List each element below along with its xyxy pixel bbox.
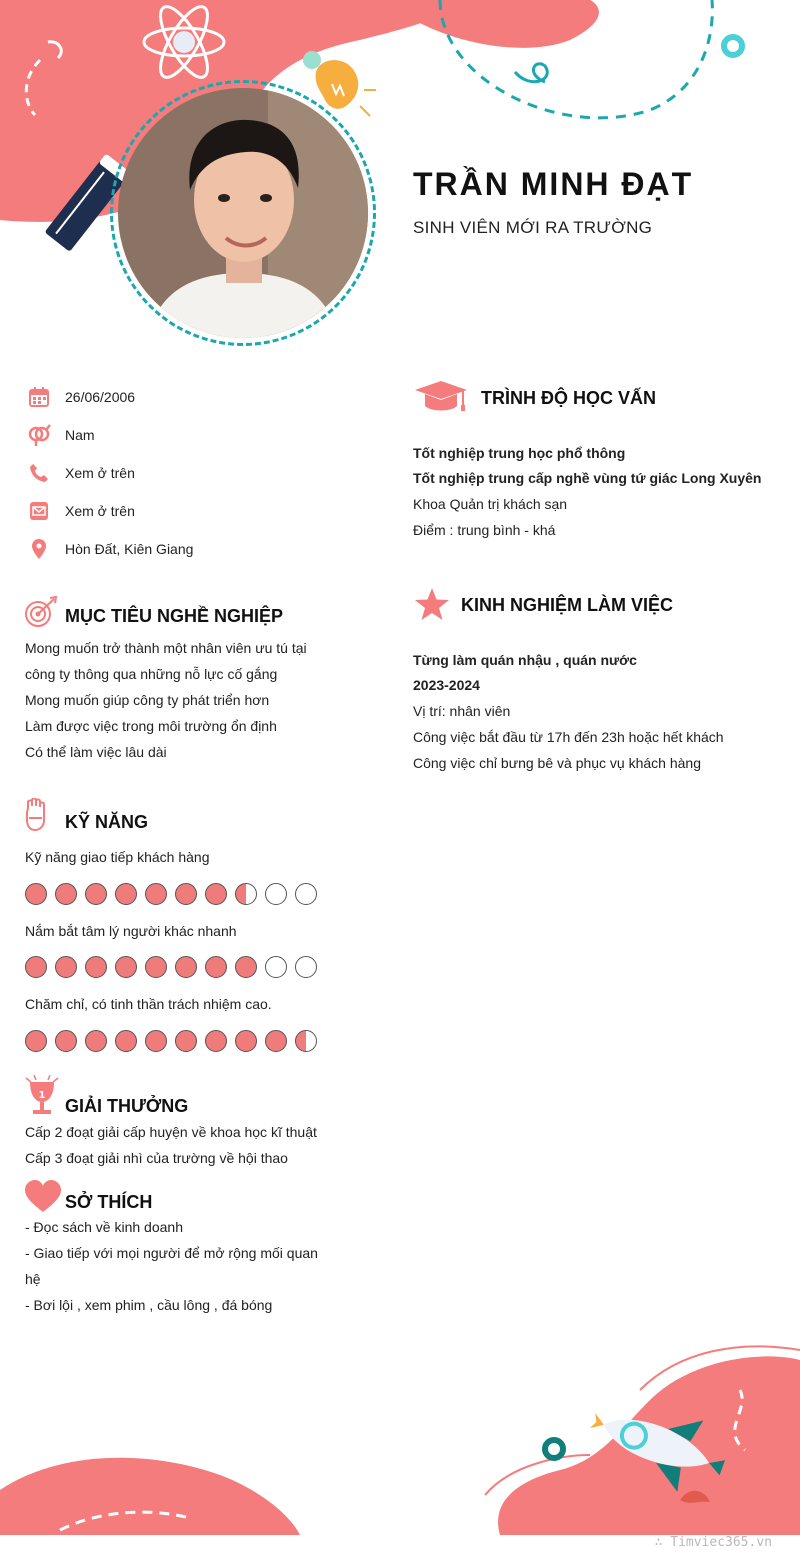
experience-line: Công việc chỉ bưng bê và phục vụ khách hàng [413, 755, 702, 771]
contact-birthdate [26, 385, 135, 409]
education-line: Tốt nghiệp trung cấp nghề vùng tứ giác Long Xuyên [413, 470, 762, 486]
skill-dot [175, 883, 197, 905]
skill-dot [295, 956, 317, 978]
teal-ring-bottom [545, 1440, 563, 1458]
phone-text: Xem ở trên [65, 465, 135, 481]
target-icon [24, 596, 58, 630]
address-text: Hòn Đất, Kiên Giang [65, 541, 194, 557]
skill-dot [145, 956, 167, 978]
objective-title: MỤC TIÊU NGHỀ NGHIỆP [65, 606, 284, 626]
objective-line: Làm được việc trong môi trường ổn định [25, 718, 277, 734]
skill-dot [25, 956, 47, 978]
objective-body [25, 635, 307, 765]
email-icon [26, 500, 52, 522]
contact-gender [26, 423, 95, 447]
skill-label: Nắm bắt tâm lý người khác nhanh [25, 923, 237, 939]
birthdate-text: 26/06/2006 [65, 389, 136, 405]
graduation-cap-icon [413, 380, 469, 414]
watermark: ∴ Timviec365.vn [654, 1535, 772, 1550]
skill-dot [295, 883, 317, 905]
skill-label: Kỹ năng giao tiếp khách hàng [25, 849, 210, 865]
skill-dot [115, 956, 137, 978]
hobby-line: - Giao tiếp với mọi người để mở rộng mối quan [25, 1245, 318, 1261]
hobby-line: - Đọc sách về kinh doanh [25, 1219, 183, 1235]
trophy-icon [24, 1074, 60, 1118]
skill-dot [145, 1030, 167, 1052]
gender-icon [26, 424, 52, 446]
skill-dot [55, 883, 77, 905]
profile-photo [118, 88, 368, 338]
objective-line: Mong muốn trở thành một nhân viên ưu tú tại [25, 640, 307, 656]
skill-dot [85, 1030, 107, 1052]
skill-dot [175, 956, 197, 978]
experience-line: Công việc bắt đầu từ 17h đến 23h hoặc hết khách [413, 729, 724, 745]
skill-rating [25, 1030, 317, 1052]
email-text: Xem ở trên [65, 503, 135, 519]
heart-icon [24, 1180, 62, 1214]
skill-rating [25, 883, 317, 905]
hobby-line: - Bơi lội , xem phim , cầu lông , đá bóng [25, 1297, 273, 1313]
education-body [413, 441, 761, 543]
experience-title: KINH NGHIỆM LÀM VIỆC [461, 595, 674, 615]
skill-dot [115, 883, 137, 905]
experience-line: Vị trí: nhân viên [413, 703, 511, 719]
skill-dot [235, 883, 257, 905]
skill-dot [265, 1030, 287, 1052]
contact-email [26, 499, 135, 523]
teal-ring [724, 37, 742, 55]
skill-dot [25, 883, 47, 905]
hobby-line: hệ [25, 1271, 41, 1287]
footer-decoration [0, 1330, 800, 1559]
awards-title: GIẢI THƯỞNG [65, 1096, 189, 1116]
candidate-role: SINH VIÊN MỚI RA TRƯỜNG [413, 218, 653, 237]
skill-rating [25, 956, 317, 978]
skill-dot [205, 1030, 227, 1052]
skill-dot [205, 956, 227, 978]
skill-dot [235, 1030, 257, 1052]
skill-dot [115, 1030, 137, 1052]
skill-dot [265, 956, 287, 978]
skills-title: KỸ NĂNG [65, 812, 149, 832]
teal-loop [515, 64, 547, 82]
experience-line: 2023-2024 [413, 677, 480, 693]
candidate-name: TRẦN MINH ĐẠT [413, 166, 694, 202]
skill-dot [175, 1030, 197, 1052]
fist-icon [24, 798, 48, 832]
awards-body [25, 1119, 317, 1171]
skill-dot [145, 883, 167, 905]
svg-text:1: 1 [38, 1090, 46, 1101]
objective-line: công ty thông qua những nỗ lực cố gắng [25, 666, 278, 682]
education-line: Khoa Quản trị khách sạn [413, 496, 568, 512]
award-line: Cấp 3 đoạt giải nhì của trường về hội thao [25, 1150, 288, 1166]
education-line: Tốt nghiệp trung học phổ thông [413, 445, 626, 461]
skill-dot [25, 1030, 47, 1052]
skill-dot [235, 956, 257, 978]
atom-icon [138, 2, 230, 86]
gender-text: Nam [65, 427, 95, 443]
skill-dot [295, 1030, 317, 1052]
hobbies-body [25, 1214, 318, 1318]
skill-dot [85, 883, 107, 905]
contact-address [26, 537, 193, 561]
experience-body [413, 648, 724, 776]
education-line: Điểm : trung bình - khá [413, 522, 556, 538]
phone-icon [26, 462, 52, 484]
skill-dot [205, 883, 227, 905]
objective-line: Mong muốn giúp công ty phát triển hơn [25, 692, 270, 708]
skill-label: Chăm chỉ, có tinh thần trách nhiệm cao. [25, 996, 272, 1012]
contact-phone [26, 461, 135, 485]
skill-dot [55, 956, 77, 978]
skill-dot [55, 1030, 77, 1052]
footer-blob-left [0, 1458, 300, 1535]
hobbies-title: SỞ THÍCH [65, 1192, 153, 1212]
objective-line: Có thể làm việc lâu dài [25, 744, 167, 760]
star-icon [414, 587, 450, 621]
award-line: Cấp 2 đoạt giải cấp huyện về khoa học kĩ thuật [25, 1124, 317, 1140]
skill-dot [265, 883, 287, 905]
skill-dot [85, 956, 107, 978]
experience-line: Từng làm quán nhậu , quán nước [413, 652, 637, 668]
education-title: TRÌNH ĐỘ HỌC VẤN [481, 388, 656, 408]
calendar-icon [26, 386, 52, 408]
location-icon [26, 538, 52, 560]
